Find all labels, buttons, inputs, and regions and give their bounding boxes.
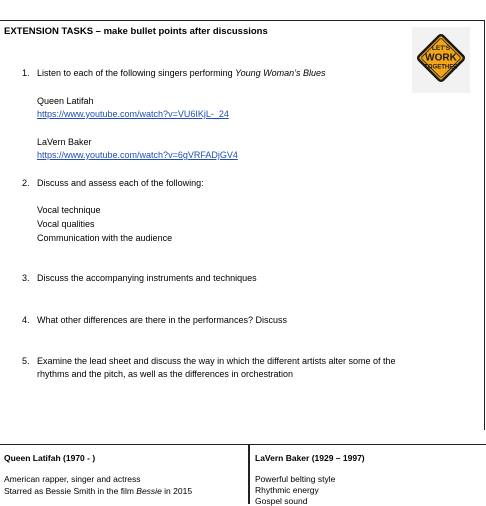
singer-name-lavern-baker: LaVern Baker [37, 137, 92, 147]
task-number: 2. [22, 178, 30, 188]
queen-latifah-bio-line [4, 486, 192, 496]
warning-sign-icon [412, 27, 470, 93]
lavern-baker-bio-box [249, 444, 486, 504]
assessment-point: Vocal technique [37, 205, 101, 215]
sign-line-2: WORK [425, 52, 457, 64]
queen-latifah-bio-title: Queen Latifah (1970 - ) [4, 453, 96, 463]
sign-line-1: LET'S [431, 45, 451, 52]
queen-latifah-bio-line: American rapper, singer and actress [4, 474, 141, 484]
bio-line-text: in 2015 [161, 486, 193, 496]
task-5-text [37, 355, 396, 381]
lavern-baker-bio-line: Rhythmic energy [255, 485, 319, 495]
task-number: 1. [22, 68, 30, 78]
task-1-text: Listen to each of the following singers performing [37, 68, 236, 78]
task-number: 5. [22, 356, 30, 366]
lavern-baker-bio-line: Powerful belting style [255, 474, 336, 484]
task-5-line: rhythms and the pitch, as well as the differences in orchestration [37, 369, 293, 379]
film-title: Bessie [136, 486, 162, 496]
lavern-baker-video-link[interactable]: https://www.youtube.com/watch?v=6gVRFADjGV4 [37, 150, 238, 160]
extension-tasks-heading: EXTENSION TASKS – make bullet points after discussions [4, 26, 268, 37]
task-5-line: Examine the lead sheet and discuss the way in which the different artists alter some of the [37, 356, 396, 366]
queen-latifah-bio-box [0, 444, 249, 504]
singer-name-queen-latifah: Queen Latifah [37, 96, 94, 106]
task-1-song-title: Young Woman’s Blues [235, 68, 326, 78]
task-3-text: Discuss the accompanying instruments and techniques [37, 273, 257, 283]
task-number: 3. [22, 273, 30, 283]
task-text [37, 67, 326, 80]
assessment-point: Communication with the audience [37, 233, 173, 243]
bio-line-text: Starred as Bessie Smith in the film [4, 486, 137, 496]
lavern-baker-bio-title: LaVern Baker (1929 – 1997) [255, 453, 365, 463]
task-number: 4. [22, 315, 30, 325]
queen-latifah-video-link[interactable]: https://www.youtube.com/watch?v=VU6IKjL-_24 [37, 109, 229, 119]
assessment-point: Vocal qualities [37, 219, 95, 229]
task-4-text: What other differences are there in the performances? Discuss [37, 315, 287, 325]
task-2-text: Discuss and assess each of the following: [37, 178, 204, 188]
lavern-baker-bio-line: Gospel sound [255, 496, 308, 506]
sign-line-3: TOGETHER [424, 64, 458, 71]
lets-work-together-sign [412, 27, 470, 93]
